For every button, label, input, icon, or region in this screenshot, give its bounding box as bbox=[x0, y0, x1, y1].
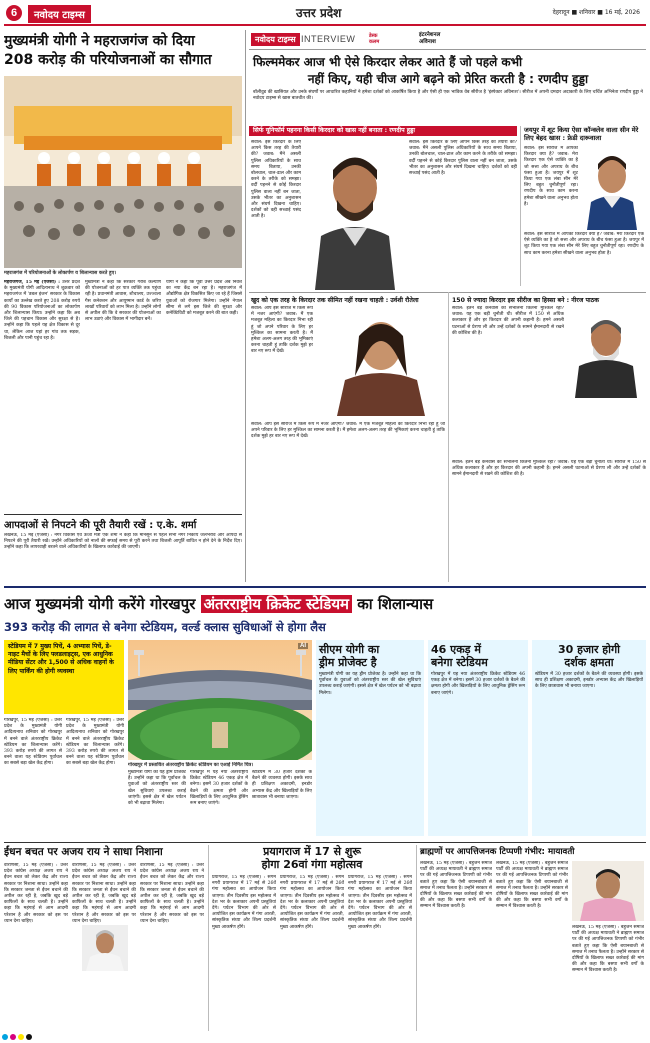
section-title: उत्तर प्रदेश bbox=[296, 6, 342, 20]
freddy-photo bbox=[579, 146, 645, 230]
sub3-body-1 bbox=[251, 306, 313, 426]
interview-intro: बॉलीवुड की खासियत और उनके संघर्षों पर आधारित कहानियों ने हमेशा दर्शकों को आकर्षित किया है और ऐसी ही एक भाविक वेब सीरीज है 'इंस्पेक्टर अविनाश'। सीरीज में अपनी दमदार अदाकारी के लिए चर्चित अभिनेता रणदीप हुड्डा ने नवोदय टाइम्स से खास बातचीत की। bbox=[253, 90, 643, 102]
ganga-headline-l1: प्रयागराज में 17 से शुरू bbox=[263, 845, 361, 858]
column-rule bbox=[245, 30, 246, 582]
sub1-body-left bbox=[251, 140, 301, 290]
freddy-portrait bbox=[579, 146, 645, 230]
interview-brandbar bbox=[249, 30, 646, 50]
story-ajay-rai bbox=[4, 845, 204, 1031]
ganga-col-3 bbox=[348, 875, 412, 1031]
box3-title-l1: 30 हजार होगी bbox=[557, 643, 621, 656]
ai-tag: AI bbox=[300, 643, 306, 649]
cricket-subhead: 393 करोड़ की लागत से बनेगा स्टेडियम, वर्ल्ड क्लास सुविधाओं से होगा लैस bbox=[4, 620, 326, 634]
badge-right-l1: इंटरनेशनल bbox=[419, 32, 441, 38]
sub1-body-right bbox=[409, 140, 517, 290]
ak-sharma-body: लखनऊ, 15 मई (एजेंसी) : नगर विकास एवं ऊर्जा मंत्री एके शर्मा ने कहा कि मानसून से पहले सभी नगर निकाय जलभराव और आपदा से निपटने की पूरी तैयारी रखें। उन्होंने अधिकारियों को नालों की सफाई समय से पूरी करने तथा बिजली आपूर्ति बाधित न होने देने के निर्देश दिए। उन्होंने कहा कि लापरवाही बरतने वाले अधिकारियों के खिलाफ कार्रवाई की जाएगी। bbox=[4, 533, 242, 551]
ganga-col-2 bbox=[280, 875, 344, 1031]
sub3-body-text-b: सवाल: आप इस सीरीज में किस रूप में नजर आएंगी? जवाब: मैं एक मजबूत महिला का किरदार निभा रही हूं जो अपने परिवार के लिए हर मुश्किल का सामना करती है। मैं हमेशा अलग-अलग तरह की भूमिकाएं करना चाहती हूं ताकि दर्शक मुझे हर बार नए रूप में देखें। bbox=[251, 422, 445, 440]
cricket-bullet: स्टेडियम में 7 मुख्य पिचें, 4 अभ्यास पिचें, डे-नाइट मैचों के लिए फ्लडलाइट्स, एक आधुनिक मीडिया सेंटर और 1,500 से अधिक वाहनों के लिए पार्किंग की होगी व्यवस्था bbox=[8, 643, 114, 675]
mayawati-photo bbox=[572, 861, 644, 921]
mayawati-portrait bbox=[572, 861, 644, 921]
box3-title bbox=[535, 643, 643, 669]
cricket-headline-c: का शिलान्यास bbox=[357, 595, 434, 613]
cricket-body-text-d: गोरखपुर में यह नया अंतरराष्ट्रीय क्रिकेट स्टेडियम 46 एकड़ क्षेत्र में बनेगा। इसमें 30 हजार दर्शकों के बैठने की क्षमता होगी और खिलाड़ियों के लिए आधुनिक ड्रेसिंग रूम बनाए जाएंगे। bbox=[190, 770, 248, 807]
masthead-rule bbox=[4, 24, 646, 26]
mayawati-body-c: लखनऊ, 15 मई (एजेंसी) : बहुजन समाज पार्टी की अध्यक्ष मायावती ने ब्राह्मण समाज पर की गई आपत्तिजनक टिप्पणी को गंभीर बताते हुए कहा कि ऐसी बयानबाजी से समाज में तनाव फैलता है। उन्होंने सरकार से दोषियों के खिलाफ सख्त कार्रवाई की मांग की और कहा कि बसपा सभी वर्गों के सम्मान में विश्वास करती है। bbox=[572, 925, 644, 974]
badge-left-l2: कलम bbox=[369, 39, 380, 45]
interview-brand: नवोदय टाइम्स bbox=[251, 33, 300, 46]
divider bbox=[416, 845, 417, 1031]
box1-title-l2: ड्रीम प्रोजेक्ट है bbox=[319, 656, 377, 669]
box1-title bbox=[319, 643, 421, 669]
ajay-rai-col-1 bbox=[4, 863, 68, 1031]
urvashi-photo bbox=[317, 306, 445, 416]
sub2-body-bottom bbox=[524, 232, 644, 286]
mayawati-body-b: लखनऊ, 15 मई (एजेंसी) : बहुजन समाज पार्टी की अध्यक्ष मायावती ने ब्राह्मण समाज पर की गई आपत्तिजनक टिप्पणी को गंभीर बताते हुए कहा कि ऐसी बयानबाजी से समाज में तनाव फैलता है। उन्होंने सरकार से दोषियों के खिलाफ सख्त कार्रवाई की मांग की और कहा कि बसपा सभी वर्गों के सम्मान में विश्वास करती है। bbox=[496, 861, 568, 910]
registration-mark-cyan bbox=[2, 1034, 8, 1040]
sub4-body-text: सवाल: इतने बड़े कैनवास को संभालना कितना मुश्किल रहा? जवाब: यह एक बड़ी चुनौती थी। सीरीज में 150 से अधिक कलाकार हैं और हर किरदार की अपनी कहानी है। हमने असली घटनाओं से प्रेरणा ली और उन्हें दर्शकों के सामने ईमानदारी से रखने की कोशिश की है। bbox=[452, 306, 564, 336]
interview-headline bbox=[253, 54, 643, 87]
box2-body: गोरखपुर में यह नया अंतरराष्ट्रीय क्रिकेट स्टेडियम 46 एकड़ क्षेत्र में बनेगा। इसमें 30 हजार दर्शकों के बैठने की क्षमता होगी और खिलाड़ियों के लिए आधुनिक ड्रेसिंग रूम बनाए जाएंगे। bbox=[431, 672, 525, 696]
sub1-band bbox=[249, 126, 517, 136]
mayawati-col-1 bbox=[420, 861, 492, 1031]
story-mahrajganj bbox=[4, 32, 242, 582]
mayawati-col-2 bbox=[496, 861, 568, 1031]
ganga-col-1 bbox=[212, 875, 276, 1031]
sub3-body-text: सवाल: आप इस सीरीज में किस रूप में नजर आएंगी? जवाब: मैं एक मजबूत महिला का किरदार निभा रही हूं जो अपने परिवार के लिए हर मुश्किल का सामना करती है। मैं हमेशा अलग-अलग तरह की भूमिकाएं करना चाहती हूं ताकि दर्शक मुझे हर बार नए रूप में देखें। bbox=[251, 306, 313, 355]
ajay-rai-body-b: वाराणसी, 15 मई (एजेंसी) : उत्तर प्रदेश कांग्रेस अध्यक्ष अजय राय ने ईंधन बचत को लेकर केंद्र और राज्य सरकार पर निशाना साधा। उन्होंने कहा कि सरकार जनता से ईंधन बचाने की अपील कर रही है, जबकि खुद बड़े काफिलों के साथ चलती है। उन्होंने कहा कि महंगाई से आम आदमी परेशान है और सरकार को इस पर ध्यान देना चाहिए। bbox=[72, 863, 136, 923]
neeraj-photo bbox=[567, 306, 645, 398]
box1 bbox=[316, 640, 424, 836]
randeep-photo bbox=[303, 140, 407, 290]
ajay-rai-col-3 bbox=[140, 863, 204, 1031]
cricket-body-1 bbox=[4, 718, 62, 836]
date-line: देहरादून ■ शनिवार ■ 16 मई, 2026 bbox=[552, 9, 640, 16]
ajay-rai-portrait bbox=[82, 925, 128, 971]
sub1-body-text-b: सवाल: इस किरदार के लिए आपने किस तरह की तैयारी की? जवाब: मैंने असली पुलिस अधिकारियों के साथ समय बिताया, उनकी बोलचाल, चाल-ढाल और काम करने के तरीके को समझा। वर्दी पहनने से कोई किरदार पुलिस वाला नहीं बन जाता, उसके भीतर का अनुशासन और संघर्ष दिखना चाहिए। दर्शकों को वही सच्चाई पसंद आती है। bbox=[409, 140, 517, 177]
story1-dateline: महराजगंज, 15 मई (एजेंसी) : bbox=[4, 280, 60, 285]
ajay-rai-photo bbox=[82, 925, 128, 971]
masthead-logo: नवोदय टाइम्स bbox=[28, 5, 91, 23]
stadium-photo bbox=[128, 640, 312, 760]
box2 bbox=[428, 640, 528, 836]
sub4-body-2 bbox=[452, 460, 646, 580]
registration-mark-black bbox=[26, 1034, 32, 1040]
ajay-rai-col-2 bbox=[72, 863, 136, 923]
sub4-body-text-b: सवाल: इतने बड़े कैनवास को संभालना कितना मुश्किल रहा? जवाब: यह एक बड़ी चुनौती थी। सीरीज में 150 से अधिक कलाकार हैं और हर किरदार की अपनी कहानी है। हमने असली घटनाओं से प्रेरणा ली और उन्हें दर्शकों के सामने ईमानदारी से रखने की कोशिश की है। bbox=[452, 460, 646, 478]
ajay-rai-body-c: वाराणसी, 15 मई (एजेंसी) : उत्तर प्रदेश कांग्रेस अध्यक्ष अजय राय ने ईंधन बचत को लेकर केंद्र और राज्य सरकार पर निशाना साधा। उन्होंने कहा कि सरकार जनता से ईंधन बचाने की अपील कर रही है, जबकि खुद बड़े काफिलों के साथ चलती है। उन्होंने कहा कि महंगाई से आम आदमी परेशान है और सरकार को इस पर ध्यान देना चाहिए। bbox=[140, 863, 204, 924]
sub4-title: 150 से ज्यादा किरदार इस सीरीज का हिस्सा बने : नीरज पाठक bbox=[452, 297, 600, 304]
sub2-body-text: सवाल: इस सीरीज में आपका किरदार क्या है? जवाब: मेरा किरदार एक ऐसे व्यक्ति का है जो सत्ता और अपराध के बीच फंसा हुआ है। जयपुर में शूट किया गया एक लंबा सीन मेरे लिए बहुत चुनौतीपूर्ण रहा। रणदीप के साथ काम करना हमेशा सीखने वाला अनुभव होता है। bbox=[524, 146, 578, 207]
cricket-body-text-b: गोरखपुर, 15 मई (एजेंसी) : उत्तर प्रदेश के मुख्यमंत्री योगी आदित्यनाथ शनिवार को गोरखपुर में बनने वाले अंतरराष्ट्रीय क्रिकेट स्टेडियम का शिलान्यास करेंगे। 393 करोड़ रुपये की लागत से बनने वाला यह स्टेडियम पूर्वांचल का सबसे बड़ा खेल केंद्र होगा। bbox=[66, 718, 124, 767]
sub4-body-1 bbox=[452, 306, 564, 456]
cricket-body-text-e: स्टेडियम में 30 हजार दर्शकों के बैठने की व्यवस्था होगी। इसके साथ ही प्रशिक्षण अकादमी, इनडोर अभ्यास केंद्र और खिलाड़ियों के लिए छात्रावास भी बनाया जाएगा। bbox=[252, 770, 312, 800]
interview-section bbox=[249, 30, 646, 582]
cricket-headline bbox=[4, 591, 646, 617]
sub2-title: जयपुर में शूट किया ऐसा कॉन्क्लेव वाला सीन मेरे लिए बेहद खास : फ्रेडी दारूवाला bbox=[524, 126, 639, 142]
interview-headline-l2: नहीं किए, यही चीज आगे बढ़ने को प्रेरित करती है : रणदीप हुड्डा bbox=[307, 71, 589, 86]
neeraj-portrait bbox=[567, 306, 645, 398]
urvashi-portrait bbox=[317, 306, 445, 416]
cricket-headline-a: आज मुख्यमंत्री योगी करेंगे गोरखपुर bbox=[4, 595, 196, 613]
badge-left bbox=[369, 33, 379, 45]
divider bbox=[4, 842, 646, 843]
box2-title-l1: 46 एकड़ में bbox=[431, 643, 481, 656]
ganga-body-b: प्रयागराज, 15 मई (एजेंसी) : संगम नगरी प्रयागराज में 17 मई से 26वें गंगा महोत्सव का आयोजन किया जाएगा। तीन दिवसीय इस महोत्सव में देश भर के कलाकार अपनी प्रस्तुतियां देंगे। पर्यटन विभाग की ओर से आयोजित इस कार्यक्रम में गंगा आरती, सांस्कृतिक संध्या और शिल्प प्रदर्शनी मुख्य आकर्षण होंगे। bbox=[280, 875, 344, 930]
divider bbox=[4, 514, 242, 515]
story1-headline bbox=[4, 32, 242, 70]
story-ganga bbox=[212, 845, 412, 1031]
badge-left-l1: डेस्क bbox=[369, 33, 378, 39]
ganga-headline bbox=[212, 845, 412, 871]
interview-col-rule bbox=[520, 126, 521, 286]
interview-col-rule-2 bbox=[448, 292, 449, 582]
cricket-body-5 bbox=[252, 770, 312, 836]
box2-title-l2: बनेगा स्टेडियम bbox=[431, 656, 488, 669]
ajay-rai-headline: ईंधन बचत पर अजय राय ने साधा निशाना bbox=[4, 846, 163, 858]
ak-sharma-headline: आपदाओं से निपटने की पूरी तैयारी रखें : ए.के. शर्मा bbox=[4, 520, 197, 531]
mayawati-headline: ब्राह्मणों पर आपत्तिजनक टिप्पणी गंभीर: मायावती bbox=[420, 847, 575, 857]
cricket-body-3 bbox=[128, 770, 186, 836]
story-ak-sharma bbox=[4, 514, 242, 584]
story1-body-b: मुख्यमंत्री ने कहा कि सरकार गरीब कल्याण की योजनाओं को हर पात्र व्यक्ति तक पहुंचा रही है। प्रधानमंत्री आवास, शौचालय, उज्ज्वला गैस कनेक्शन और आयुष्मान कार्ड के जरिए लाखों परिवारों को लाभ मिला है। उन्होंने लोगों से अपील की कि वे सरकार की योजनाओं का लाभ उठाएं और विकास में भागीदार बनें। bbox=[85, 280, 161, 323]
story1-photo bbox=[4, 76, 242, 268]
bottom-section bbox=[4, 842, 646, 1032]
interview-tag: INTERVIEW bbox=[301, 34, 356, 44]
box1-body: मुख्यमंत्री योगी का यह ड्रीम प्रोजेक्ट है। उन्होंने कहा था कि पूर्वांचल के युवाओं को अंतरराष्ट्रीय स्तर की खेल सुविधाएं उपलब्ध कराई जाएंगी। इससे क्षेत्र में खेल पर्यटन को भी बढ़ावा मिलेगा। bbox=[319, 672, 421, 696]
cricket-headline-b: अंतरराष्ट्रीय क्रिकेट स्टेडियम bbox=[201, 595, 352, 613]
cricket-body-2 bbox=[66, 718, 124, 836]
sub2-body-text-b: सवाल: इस सीरीज में आपका किरदार क्या है? जवाब: मेरा किरदार एक ऐसे व्यक्ति का है जो सत्ता और अपराध के बीच फंसा हुआ है। जयपुर में शूट किया गया एक लंबा सीन मेरे लिए बहुत चुनौतीपूर्ण रहा। रणदीप के साथ काम करना हमेशा सीखने वाला अनुभव होता है। bbox=[524, 232, 644, 256]
mayawati-body-a: लखनऊ, 15 मई (एजेंसी) : बहुजन समाज पार्टी की अध्यक्ष मायावती ने ब्राह्मण समाज पर की गई आपत्तिजनक टिप्पणी को गंभीर बताते हुए कहा कि ऐसी बयानबाजी से समाज में तनाव फैलता है। उन्होंने सरकार से दोषियों के खिलाफ सख्त कार्रवाई की मांग की और कहा कि बसपा सभी वर्गों के सम्मान में विश्वास करती है। bbox=[420, 861, 492, 910]
box3 bbox=[532, 640, 646, 836]
badge-right-l2: अविनाश bbox=[419, 39, 436, 45]
story1-headline-line2: 208 करोड़ की परियोजनाओं का सौगात bbox=[4, 52, 212, 68]
sub1-title: सिर्फ यूनिफॉर्म पहनना किसी किरदार को खास नहीं बनाता : रणदीप हुड्डा bbox=[253, 127, 416, 134]
story-mayawati bbox=[420, 845, 646, 1031]
page-number: 6 bbox=[6, 5, 22, 21]
story1-headline-line1: मुख्यमंत्री योगी ने महराजगंज को दिया bbox=[4, 33, 195, 49]
divider bbox=[208, 845, 209, 1031]
mayawati-col-3 bbox=[572, 925, 644, 1031]
story1-caption: महराजगंज में परियोजनाओं के लोकार्पण व शिलान्यास करते हुए। bbox=[4, 271, 117, 276]
masthead bbox=[0, 0, 650, 26]
cricket-section bbox=[4, 586, 646, 838]
badge-right bbox=[419, 32, 440, 46]
cricket-bullet-box bbox=[4, 640, 124, 714]
randeep-portrait bbox=[303, 140, 407, 290]
ganga-body-c: प्रयागराज, 15 मई (एजेंसी) : संगम नगरी प्रयागराज में 17 मई से 26वें गंगा महोत्सव का आयोजन किया जाएगा। तीन दिवसीय इस महोत्सव में देश भर के कलाकार अपनी प्रस्तुतियां देंगे। पर्यटन विभाग की ओर से आयोजित इस कार्यक्रम में गंगा आरती, सांस्कृतिक संध्या और शिल्प प्रदर्शनी मुख्य आकर्षण होंगे। bbox=[348, 875, 412, 930]
ganga-body-a: प्रयागराज, 15 मई (एजेंसी) : संगम नगरी प्रयागराज में 17 मई से 26वें गंगा महोत्सव का आयोजन किया जाएगा। तीन दिवसीय इस महोत्सव में देश भर के कलाकार अपनी प्रस्तुतियां देंगे। पर्यटन विभाग की ओर से आयोजित इस कार्यक्रम में गंगा आरती, सांस्कृतिक संध्या और शिल्प प्रदर्शनी मुख्य आकर्षण होंगे। bbox=[212, 875, 276, 930]
box3-body: स्टेडियम में 30 हजार दर्शकों के बैठने की व्यवस्था होगी। इसके साथ ही प्रशिक्षण अकादमी, इनडोर अभ्यास केंद्र और खिलाड़ियों के लिए छात्रावास भी बनाया जाएगा। bbox=[535, 672, 643, 690]
sub1-body-text-a: सवाल: इस किरदार के लिए आपने किस तरह की तैयारी की? जवाब: मैंने असली पुलिस अधिकारियों के साथ समय बिताया, उनकी बोलचाल, चाल-ढाल और काम करने के तरीके को समझा। वर्दी पहनने से कोई किरदार पुलिस वाला नहीं बन जाता, उसके भीतर का अनुशासन और संघर्ष दिखना चाहिए। दर्शकों को वही सच्चाई पसंद आती है। bbox=[251, 140, 301, 220]
box2-title bbox=[431, 643, 525, 669]
ganga-headline-l2: होगा 26वां गंगा महोत्सव bbox=[261, 858, 363, 871]
interview-headline-l1: फिल्ममेकर आज भी ऐसे किरदार लेकर आते हैं जो पहले कभी bbox=[253, 55, 523, 69]
ajay-rai-body-a: वाराणसी, 15 मई (एजेंसी) : उत्तर प्रदेश कांग्रेस अध्यक्ष अजय राय ने ईंधन बचत को लेकर केंद्र और राज्य सरकार पर निशाना साधा। उन्होंने कहा कि सरकार जनता से ईंधन बचाने की अपील कर रही है, जबकि खुद बड़े काफिलों के साथ चलती है। उन्होंने कहा कि महंगाई से आम आदमी परेशान है और सरकार को इस पर ध्यान देना चाहिए। bbox=[4, 863, 68, 924]
box3-title-l2: दर्शक क्षमता bbox=[564, 656, 614, 669]
registration-mark-yellow bbox=[18, 1034, 24, 1040]
cricket-body-text-c: मुख्यमंत्री योगी का यह ड्रीम प्रोजेक्ट है। उन्होंने कहा था कि पूर्वांचल के युवाओं को अंतरराष्ट्रीय स्तर की खेल सुविधाएं उपलब्ध कराई जाएंगी। इससे क्षेत्र में खेल पर्यटन को भी बढ़ावा मिलेगा। bbox=[128, 770, 186, 807]
event-stage-image bbox=[4, 76, 242, 268]
registration-mark-magenta bbox=[10, 1034, 16, 1040]
stadium-render-image bbox=[128, 640, 312, 760]
divider bbox=[4, 586, 646, 588]
sub3-title: खुद को एक तरह के किरदार तक सीमित नहीं रखना चाहती : उर्वशी रौतेला bbox=[251, 297, 419, 304]
cricket-body-4 bbox=[190, 770, 248, 836]
story1-body-c: योगी ने कहा कि पूर्वी उत्तर प्रदेश अब निवेश का नया केंद्र बन रहा है। महराजगंज में औद्योगिक क्षेत्र विकसित किए जा रहे हैं जिससे युवाओं को रोजगार मिलेगा। उन्होंने नेपाल सीमा से लगे इस जिले की सुरक्षा और कनेक्टिविटी को मजबूत करने की बात कही। bbox=[166, 280, 242, 317]
sub3-body-2 bbox=[251, 422, 445, 580]
box1-title-l1: सीएम योगी का bbox=[319, 643, 380, 656]
story1-body-a: उत्तर प्रदेश के मुख्यमंत्री योगी आदित्यनाथ ने शुक्रवार को महराजगंज में 'डबल इंजन' सरकार के विकास कार्यों का उल्लेख करते हुए 208 करोड़ रुपये की 90 विकास परियोजनाओं का लोकार्पण और शिलान्यास किया। उन्होंने कहा कि अब जिले की पहचान विकास और सुरक्षा से है। उन्होंने कहा कि पहले यह क्षेत्र विकास से दूर था, लेकिन आज यहां हर गांव तक सड़क, बिजली और पानी पहुंच रहा है। bbox=[4, 280, 80, 341]
stadium-caption: गोरखपुर में प्रस्तावित अंतरराष्ट्रीय क्रिकेट स्टेडियम का एआई निर्मित चित्र। bbox=[128, 763, 254, 768]
cricket-body-text-a: गोरखपुर, 15 मई (एजेंसी) : उत्तर प्रदेश के मुख्यमंत्री योगी आदित्यनाथ शनिवार को गोरखपुर में बनने वाले अंतरराष्ट्रीय क्रिकेट स्टेडियम का शिलान्यास करेंगे। 393 करोड़ रुपये की लागत से बनने वाला यह स्टेडियम पूर्वांचल का सबसे बड़ा खेल केंद्र होगा। bbox=[4, 718, 62, 767]
